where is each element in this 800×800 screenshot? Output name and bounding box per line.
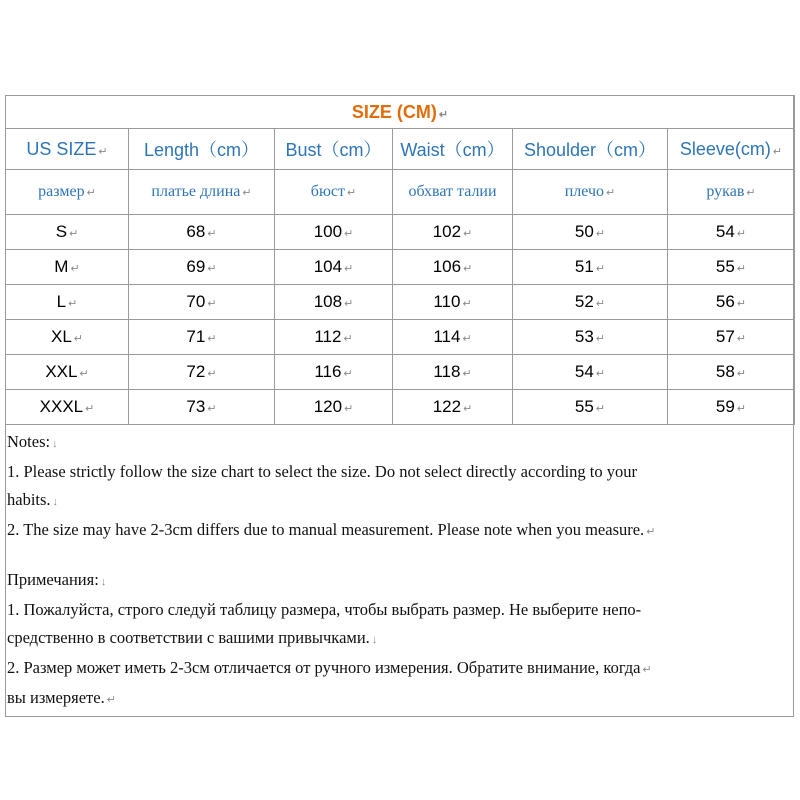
- table-cell: 58 ↵: [668, 355, 795, 390]
- table-cell: 68 ↵: [129, 215, 275, 250]
- table-cell: 51 ↵: [513, 250, 668, 285]
- table-cell: 59 ↵: [668, 390, 795, 425]
- table-cell: 71 ↵: [129, 320, 275, 355]
- table-cell: 106 ↵: [393, 250, 513, 285]
- size-chart-table: [5, 95, 795, 425]
- table-cell: M ↵: [6, 250, 129, 285]
- table-cell: 54 ↵: [513, 355, 668, 390]
- note-text: habits. ↓: [7, 490, 59, 509]
- note-text-ru: 1. Пожалуйста, строго следуй таблицу размера, чтобы выбрать размер. Не выберите непо-: [7, 600, 642, 619]
- notes-heading: Notes: ↓: [7, 432, 58, 451]
- table-cell: 100 ↵: [275, 215, 393, 250]
- table-cell: 56 ↵: [668, 285, 795, 320]
- table-cell: 110 ↵: [393, 285, 513, 320]
- note-text-ru: вы измеряете. ↵: [7, 688, 116, 707]
- header-cell: US SIZE ↵: [6, 129, 129, 170]
- table-title: SIZE (CM) ↵: [6, 96, 795, 129]
- header-cell: платье длина ↵: [129, 170, 275, 215]
- table-cell: 112 ↵: [275, 320, 393, 355]
- table-cell: 54 ↵: [668, 215, 795, 250]
- table-cell: 55 ↵: [513, 390, 668, 425]
- note-text-ru: средственно в соответствии с вашими привычками. ↓: [7, 628, 378, 647]
- table-cell: 116 ↵: [275, 355, 393, 390]
- table-cell: 70 ↵: [129, 285, 275, 320]
- header-cell: Bust（cm）: [275, 129, 393, 170]
- table-cell: 57 ↵: [668, 320, 795, 355]
- table-cell: XXL ↵: [6, 355, 129, 390]
- table-cell: 104 ↵: [275, 250, 393, 285]
- header-cell: обхват талии: [393, 170, 513, 215]
- table-row: [6, 320, 795, 355]
- header-cell: плечо ↵: [513, 170, 668, 215]
- table-row: [6, 285, 795, 320]
- table-cell: XL ↵: [6, 320, 129, 355]
- table-cell: 52 ↵: [513, 285, 668, 320]
- table-cell: 50 ↵: [513, 215, 668, 250]
- table-cell: 114 ↵: [393, 320, 513, 355]
- header-cell: Length（cm）: [129, 129, 275, 170]
- table-cell: 120 ↵: [275, 390, 393, 425]
- header-cell: рукав ↵: [668, 170, 795, 215]
- table-row: [6, 215, 795, 250]
- table-cell: 122 ↵: [393, 390, 513, 425]
- table-row: [6, 390, 795, 425]
- table-cell: 73 ↵: [129, 390, 275, 425]
- table-cell: XXXL ↵: [6, 390, 129, 425]
- table-cell: 69 ↵: [129, 250, 275, 285]
- table-cell: 55 ↵: [668, 250, 795, 285]
- table-cell: 118 ↵: [393, 355, 513, 390]
- note-text-ru: 2. Размер может иметь 2-3см отличается от ручного измерения. Обратите внимание, когда ↵: [7, 658, 652, 677]
- table-cell: 108 ↵: [275, 285, 393, 320]
- table-cell: S ↵: [6, 215, 129, 250]
- notes-section: [7, 428, 792, 714]
- note-text: 1. Please strictly follow the size chart to select the size. Do not select directly according to your: [7, 462, 638, 481]
- table-row: [6, 250, 795, 285]
- header-row-english: [6, 129, 795, 170]
- notes-heading-ru: Примечания: ↓: [7, 570, 107, 589]
- header-cell: Sleeve(cm) ↵: [668, 129, 795, 170]
- header-cell: Waist（cm）: [393, 129, 513, 170]
- note-text: 2. The size may have 2-3cm differs due to manual measurement. Please note when you measure. ↵: [7, 520, 656, 539]
- header-cell: Shoulder（cm）: [513, 129, 668, 170]
- header-row-russian: [6, 170, 795, 215]
- header-cell: бюст ↵: [275, 170, 393, 215]
- table-cell: L ↵: [6, 285, 129, 320]
- header-cell: размер ↵: [6, 170, 129, 215]
- table-cell: 102 ↵: [393, 215, 513, 250]
- table-cell: 72 ↵: [129, 355, 275, 390]
- table-cell: 53 ↵: [513, 320, 668, 355]
- table-row: [6, 355, 795, 390]
